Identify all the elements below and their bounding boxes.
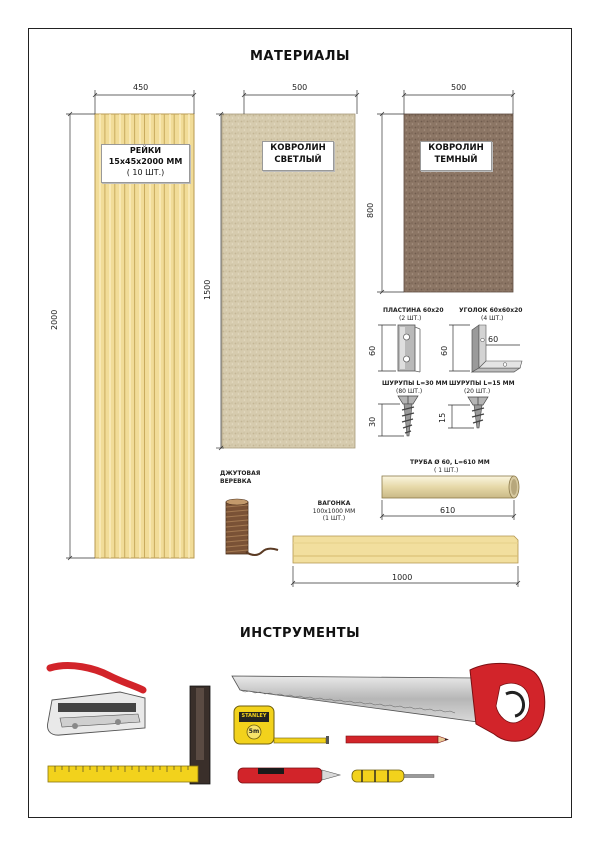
screws-short-qty: (20 ШТ.): [464, 388, 491, 395]
saw-icon: [232, 663, 545, 741]
board-icon: [293, 536, 518, 563]
pencil-icon: [346, 736, 448, 743]
board-label: [304, 500, 364, 523]
slats-label-card: [101, 144, 190, 183]
tape-size-label: 5m: [248, 728, 260, 735]
tape-brand-label: STANLEY: [241, 713, 267, 719]
pipe-qty: ( 1 ШТ.): [434, 467, 459, 474]
rope-label: [220, 470, 260, 485]
rope-label-line1: ДЖУТОВАЯ: [220, 470, 261, 477]
carpet-light-label-card: [262, 141, 334, 171]
carpet-light-label-line2: СВЕТЛЫЙ: [274, 154, 322, 165]
tools-title: ИНСТРУМЕНТЫ: [239, 626, 361, 641]
carpet-dark-label-line2: ТЕМНЫЙ: [434, 154, 478, 165]
screw-long-icon: [398, 396, 418, 436]
corner-inner-label: 60: [488, 335, 499, 344]
carpet-dark-width-label: 500: [451, 83, 467, 92]
screw-dimension-lines: [378, 404, 474, 436]
pipe-icon: [382, 476, 519, 498]
slats-height-label: 2000: [50, 309, 59, 330]
corner-title: УГОЛОК 60x60x20: [459, 307, 523, 314]
board-label-line2: 100x1000 ММ: [312, 507, 356, 515]
corner-bracket-icon: [472, 325, 522, 372]
screws-short-title: ШУРУПЫ L=15 ММ: [449, 380, 515, 387]
plate-icon: [398, 325, 420, 372]
slats-label-line1: РЕЙКИ: [129, 146, 162, 155]
screws-long-qty: (80 ШТ.): [396, 388, 423, 395]
ruler-icon: [48, 766, 198, 782]
screwdriver-icon: [352, 770, 434, 782]
corner-size-label: 60: [440, 345, 449, 356]
plate-dimension-lines: [378, 325, 396, 371]
jute-rope-icon: [226, 499, 278, 555]
carpet-light-width-label: 500: [292, 83, 308, 92]
screws-long-size-label: 30: [368, 416, 377, 427]
board-label-line1: ВАГОНКА: [317, 500, 351, 507]
carpet-dark-label-line1: КОВРОЛИН: [428, 143, 484, 153]
screws-short-size-label: 15: [438, 412, 447, 423]
utility-knife-icon: [238, 768, 340, 783]
carpet-dark-height-label: 800: [366, 202, 375, 218]
board-label-line3: (1 ШТ.): [322, 515, 346, 522]
corner-qty: (4 ШТ.): [481, 315, 504, 322]
carpet-light-height-label: 1500: [203, 279, 212, 300]
materials-title: МАТЕРИАЛЫ: [250, 49, 350, 64]
screw-short-icon: [468, 397, 488, 428]
slats-width-label: 450: [133, 83, 149, 92]
slats-label-line3: ( 10 ШТ.): [126, 167, 165, 177]
pipe-title: ТРУБА Ø 60, L=610 ММ: [410, 459, 490, 466]
plate-title: ПЛАСТИНА 60x20: [383, 307, 444, 314]
slats-label-line2: 15x45x2000 ММ: [108, 156, 183, 166]
stapler-icon: [48, 666, 146, 736]
carpet-light-label-line1: КОВРОЛИН: [270, 143, 326, 153]
screws-long-title: ШУРУПЫ L=30 ММ: [382, 380, 448, 387]
rope-label-line2: ВЕРЕВКА: [220, 477, 252, 485]
carpet-dark-label-card: [420, 141, 492, 171]
plate-size-label: 60: [368, 345, 377, 356]
pipe-length-label: 610: [440, 506, 456, 515]
plate-qty: (2 ШТ.): [399, 315, 422, 322]
board-length-label: 1000: [392, 573, 413, 582]
tape-measure-icon: [234, 706, 329, 744]
